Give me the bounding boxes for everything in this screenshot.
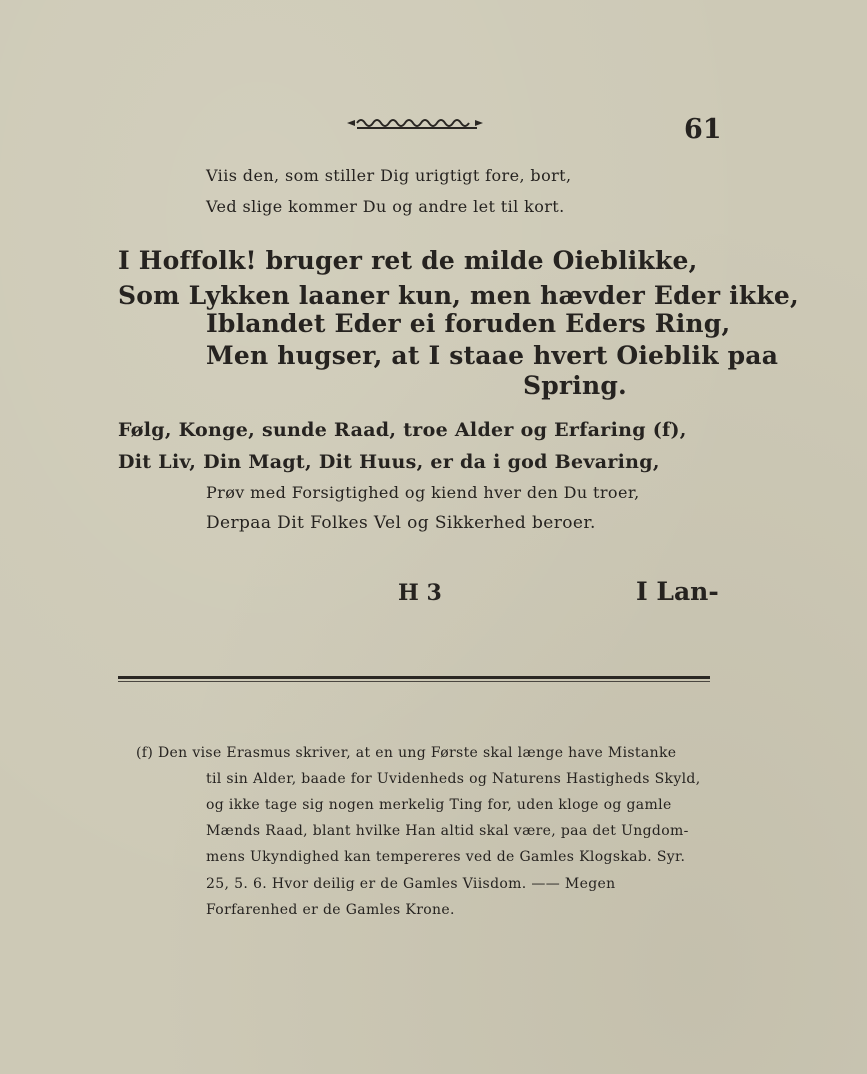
ornament-divider-icon — [345, 116, 485, 130]
verse-line: Spring. — [523, 371, 627, 400]
verse-line: Iblandet Eder ei foruden Eders Ring, — [206, 309, 731, 338]
verse-line: Dit Liv, Din Magt, Dit Huus, er da i god Bevaring, — [118, 451, 660, 473]
footnote-line: Forfarenhed er de Gamles Krone. — [206, 902, 455, 918]
catchword: I Lan- — [636, 577, 719, 606]
verse-line: Følg, Konge, sunde Raad, troe Alder og Erfaring (f), — [118, 419, 687, 441]
verse-line: Ved slige kommer Du og andre let til kort. — [206, 197, 565, 216]
footnote-line: 25, 5. 6. Hvor deilig er de Gamles Viisdom. —— Megen — [206, 876, 616, 892]
verse-line: Som Lykken laaner kun, men hævder Eder ikke, — [118, 281, 799, 310]
footnote-rule-thin — [118, 681, 710, 682]
verse-line: Viis den, som stiller Dig urigtigt fore, bort, — [206, 166, 572, 185]
verse-line: Derpaa Dit Folkes Vel og Sikkerhed beroer. — [206, 513, 596, 533]
signature-mark: H 3 — [398, 580, 442, 606]
verse-line: I Hoffolk! bruger ret de milde Oieblikke, — [118, 246, 698, 275]
verse-line: Men hugser, at I staae hvert Oieblik paa — [206, 341, 779, 370]
footnote-line: mens Ukyndighed kan tempereres ved de Gamles Klogskab. Syr. — [206, 849, 686, 865]
verse-line: Prøv med Forsigtighed og kiend hver den Du troer, — [206, 483, 640, 502]
footnote-line: og ikke tage sig nogen merkelig Ting for, uden kloge og gamle — [206, 797, 672, 813]
footnote-line: til sin Alder, baade for Uvidenheds og Naturens Hastigheds Skyld, — [206, 771, 701, 787]
footnote-line: (f) Den vise Erasmus skriver, at en ung Første skal længe have Mistanke — [136, 745, 677, 761]
footnote-rule — [118, 676, 710, 679]
footnote-line: Mænds Raad, blant hvilke Han altid skal være, paa det Ungdom- — [206, 823, 689, 839]
page-number: 61 — [684, 114, 722, 145]
